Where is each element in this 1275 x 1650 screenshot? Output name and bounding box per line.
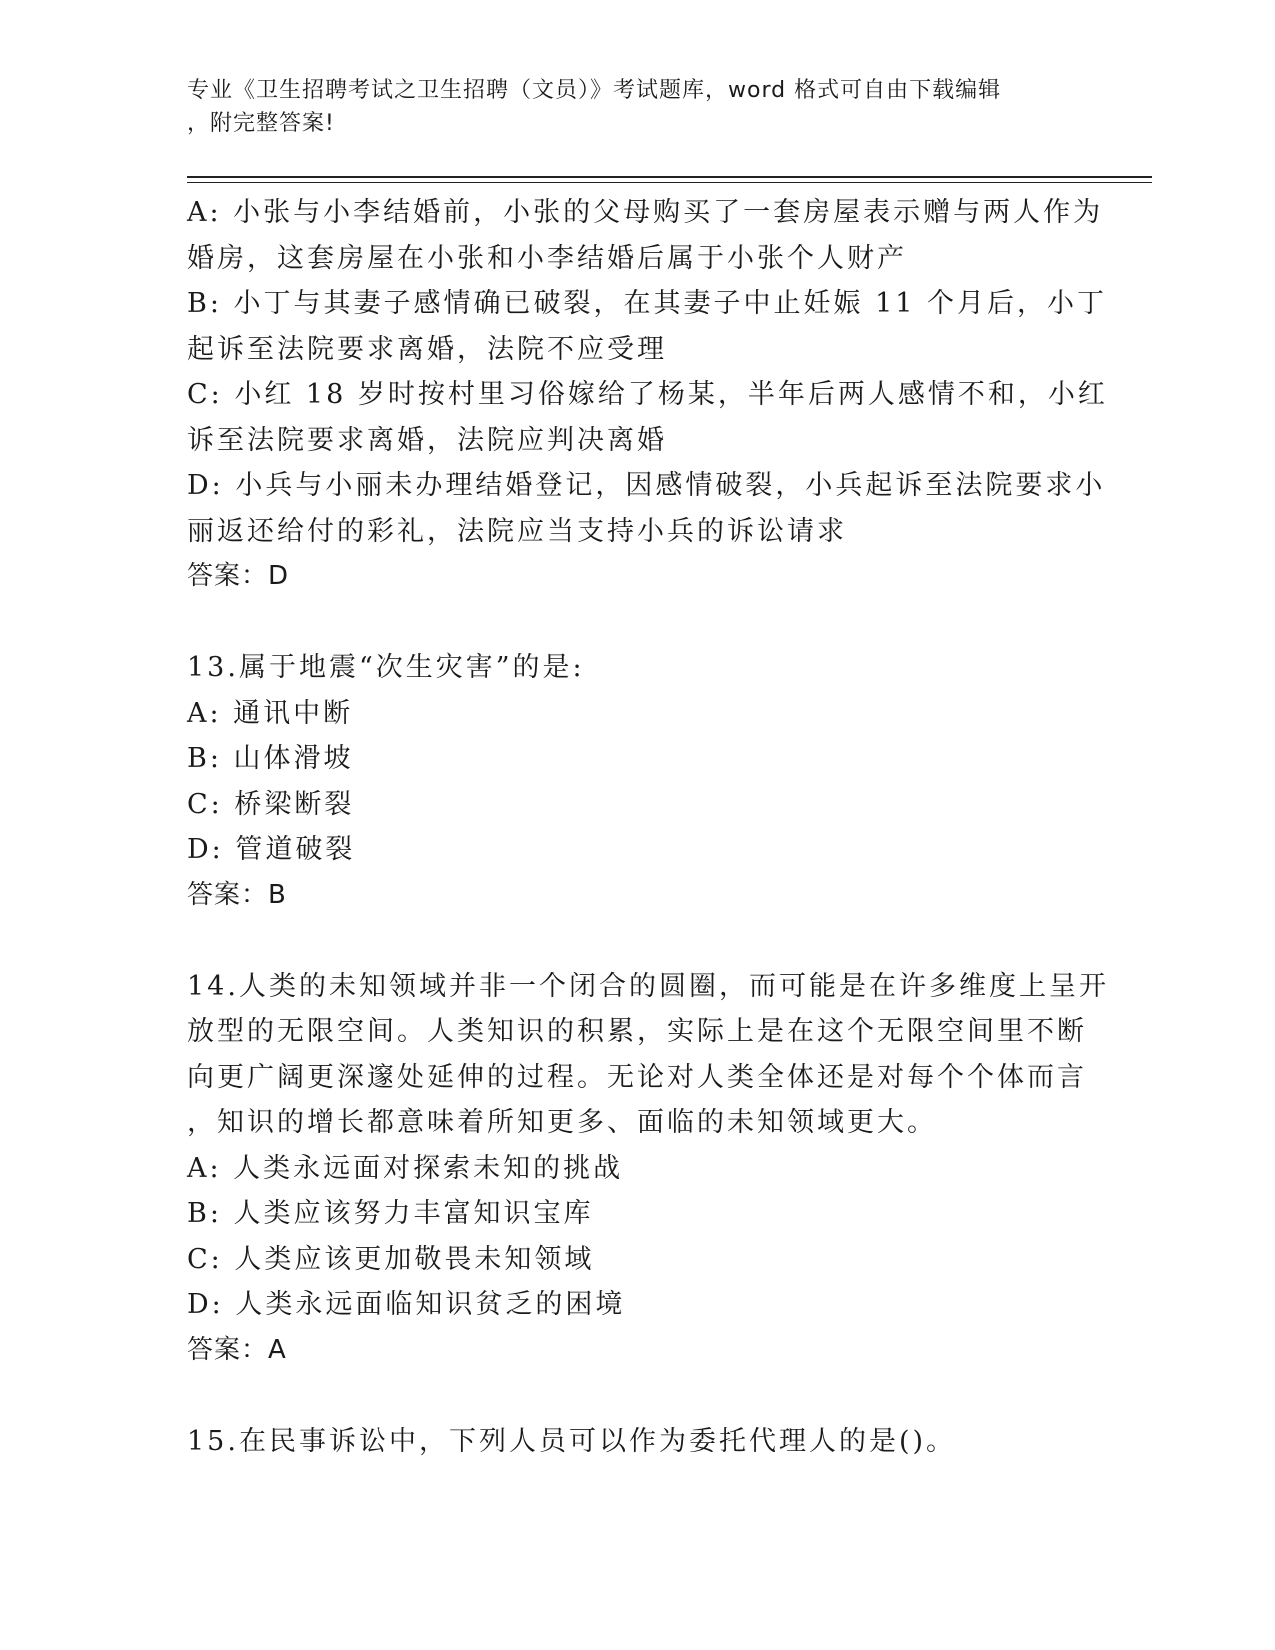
question-stem-line-3: 向更广阔更深邃处延伸的过程。无论对人类全体还是对每个个体而言 — [187, 1061, 1087, 1093]
option-c-line-1: C: 小红 18 岁时按村里习俗嫁给了杨某，半年后两人感情不和，小红 — [187, 379, 1108, 410]
header-line-2: ，附完整答案! — [187, 111, 335, 136]
header-divider-thick — [187, 176, 1152, 178]
spacer — [187, 1373, 1087, 1419]
answer: 答案：D — [187, 561, 290, 591]
option-d-line-1: D: 小兵与小丽未办理结婚登记，因感情破裂，小兵起诉至法院要求小 — [187, 470, 1106, 501]
header-line-1: 专业《卫生招聘考试之卫生招聘（文员）》考试题库，word 格式可自由下载编辑 — [187, 78, 1002, 103]
option-c: C: 桥梁断裂 — [187, 788, 355, 820]
option-a-line-2: 婚房，这套房屋在小张和小李结婚后属于小张个人财产 — [187, 242, 907, 274]
option-a-line-1: A: 小张与小李结婚前，小张的父母购买了一套房屋表示赠与两人作为 — [187, 197, 1104, 228]
question-stem-line-2: 放型的无限空间。人类知识的积累，实际上是在这个无限空间里不断 — [187, 1016, 1087, 1047]
question-14 — [187, 964, 1109, 1374]
option-b-line-2: 起诉至法院要求离婚，法院不应受理 — [187, 333, 667, 365]
option-c-line-2: 诉至法院要求离婚，法院应判决离婚 — [187, 424, 667, 456]
answer: 答案：A — [187, 1334, 287, 1365]
option-d: D: 人类永远面临知识贫乏的困境 — [187, 1289, 626, 1320]
question-stem: 15.在民事诉讼中，下列人员可以作为委托代理人的是()。 — [187, 1425, 957, 1457]
option-b-line-1: B: 小丁与其妻子感情确已破裂，在其妻子中止妊娠 11 个月后，小丁 — [187, 288, 1108, 319]
question-15 — [187, 1419, 1087, 1465]
spacer — [187, 918, 1087, 964]
document-header — [187, 74, 1087, 140]
question-stem-line-1: 14.人类的未知领域并非一个闭合的圆圈，而可能是在许多维度上呈开 — [187, 970, 1109, 1002]
answer: 答案：B — [187, 879, 287, 910]
header-divider-thin — [187, 182, 1152, 183]
question-stem-line-4: ，知识的增长都意味着所知更多、面临的未知领域更大。 — [187, 1107, 937, 1138]
option-a: A: 人类永远面对探索未知的挑战 — [187, 1152, 624, 1184]
question-stem: 13.属于地震“次生灾害”的是: — [187, 652, 585, 683]
option-c: C: 人类应该更加敬畏未知领域 — [187, 1243, 595, 1275]
spacer — [187, 600, 1087, 646]
question-12 — [187, 190, 1108, 600]
question-list — [187, 190, 1109, 1464]
option-d: D: 管道破裂 — [187, 834, 356, 865]
option-b: B: 人类应该努力丰富知识宝库 — [187, 1198, 594, 1229]
question-13 — [187, 645, 1087, 918]
option-a: A: 通讯中断 — [187, 697, 354, 729]
option-b: B: 山体滑坡 — [187, 743, 354, 774]
option-d-line-2: 丽返还给付的彩礼，法院应当支持小兵的诉讼请求 — [187, 515, 847, 547]
